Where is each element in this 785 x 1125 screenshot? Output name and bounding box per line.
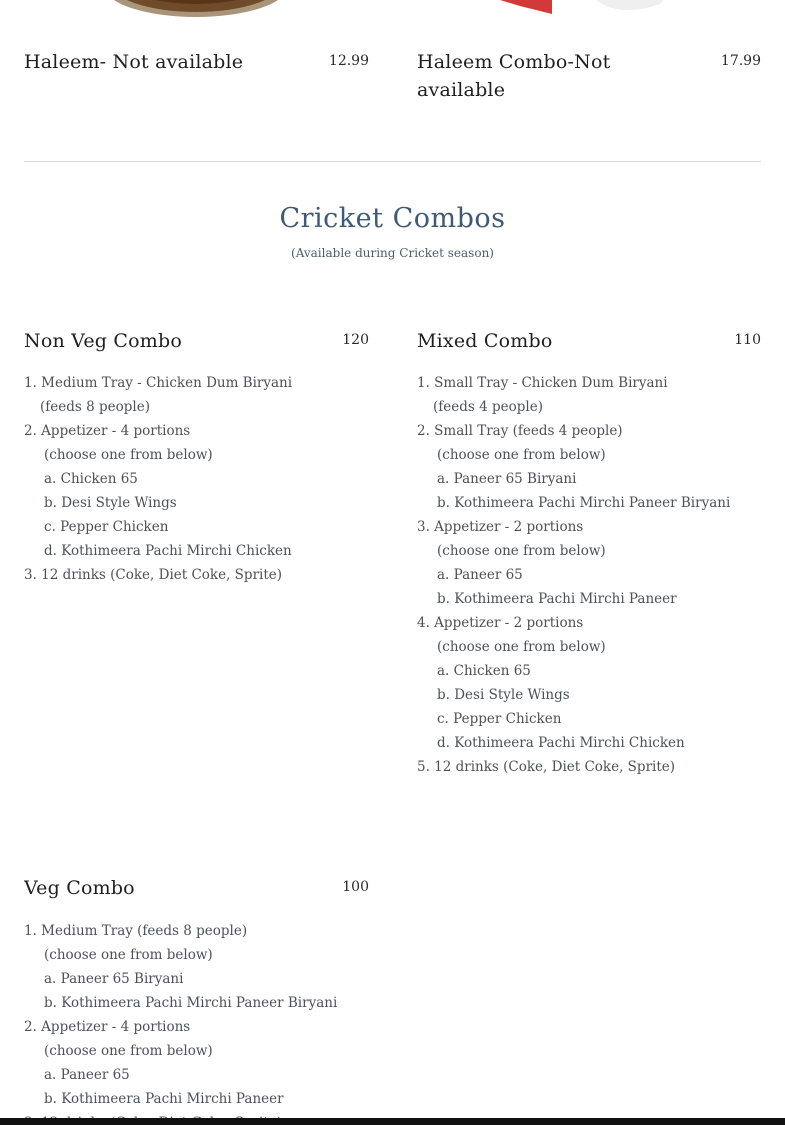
menu-item-price: 120 <box>342 332 369 348</box>
bottom-bar <box>0 1118 785 1125</box>
description-line: a. Chicken 65 <box>44 471 138 487</box>
description-line: 5. 12 drinks (Coke, Diet Coke, Sprite) <box>417 759 676 775</box>
description-line: (choose one from below) <box>44 1043 213 1059</box>
description-line: 3. 12 drinks (Coke, Diet Coke, Sprite) <box>24 567 283 583</box>
menu-item-haleem[interactable] <box>24 48 369 108</box>
description-line: b. Desi Style Wings <box>437 687 570 703</box>
description-line: d. Kothimeera Pachi Mirchi Chicken <box>437 735 685 751</box>
section-title: Cricket Combos <box>279 203 506 234</box>
description-line: a. Paneer 65 Biryani <box>437 471 577 487</box>
description-line: b. Kothimeera Pachi Mirchi Paneer <box>437 591 677 607</box>
description-line: (choose one from below) <box>437 543 606 559</box>
menu-item-price: 100 <box>342 879 369 895</box>
description-line: a. Paneer 65 <box>44 1067 130 1083</box>
description-line: (feeds 4 people) <box>433 399 543 415</box>
description-line: a. Chicken 65 <box>437 663 531 679</box>
description-line: 2. Appetizer - 4 portions <box>24 1019 191 1035</box>
menu-item-veg-combo[interactable] <box>24 874 369 1125</box>
haleem-photo[interactable] <box>104 0 288 17</box>
description-line: (choose one from below) <box>44 947 213 963</box>
description-line: b. Kothimeera Pachi Mirchi Paneer Biryani <box>44 995 338 1011</box>
menu-item-name: Haleem- Not available <box>24 51 244 73</box>
haleem-combo-photo[interactable] <box>500 0 664 14</box>
menu-item-mixed-combo[interactable] <box>417 327 761 787</box>
description-line: 1. Small Tray - Chicken Dum Biryani <box>417 375 668 391</box>
description-line: d. Kothimeera Pachi Mirchi Chicken <box>44 543 292 559</box>
description-line: (choose one from below) <box>437 639 606 655</box>
menu-item-description <box>24 919 337 1125</box>
description-line: a. Paneer 65 Biryani <box>44 971 184 987</box>
section-divider <box>24 161 761 162</box>
menu-item-price: 17.99 <box>720 53 761 69</box>
description-line: b. Kothimeera Pachi Mirchi Paneer <box>44 1091 284 1107</box>
description-line: a. Paneer 65 <box>437 567 523 583</box>
menu-item-name: Veg Combo <box>24 877 135 899</box>
description-line: 2. Appetizer - 4 portions <box>24 423 191 439</box>
description-line: 1. Medium Tray (feeds 8 people) <box>24 923 248 939</box>
description-line: 1. Medium Tray - Chicken Dum Biryani <box>24 375 293 391</box>
menu-item-description <box>24 371 292 587</box>
description-line: (feeds 8 people) <box>40 399 150 415</box>
section-subtitle: (Available during Cricket season) <box>291 246 494 260</box>
menu-item-non-veg-combo[interactable] <box>24 327 369 587</box>
menu-item-description <box>417 371 730 779</box>
menu-item-name: Haleem Combo-Not available <box>417 51 611 101</box>
menu-item-price: 110 <box>734 332 761 348</box>
description-line: b. Kothimeera Pachi Mirchi Paneer Biryani <box>437 495 731 511</box>
description-line: c. Pepper Chicken <box>44 519 169 535</box>
description-line: (choose one from below) <box>437 447 606 463</box>
menu-item-haleem-combo[interactable] <box>417 48 761 108</box>
menu-item-name: Mixed Combo <box>417 330 553 352</box>
menu-item-name: Non Veg Combo <box>24 330 182 352</box>
description-line: b. Desi Style Wings <box>44 495 177 511</box>
menu-item-price: 12.99 <box>328 53 369 69</box>
description-line: (choose one from below) <box>44 447 213 463</box>
description-line: c. Pepper Chicken <box>437 711 562 727</box>
description-line: 4. Appetizer - 2 portions <box>417 615 584 631</box>
description-line: 3. Appetizer - 2 portions <box>417 519 584 535</box>
menu-item-photos-cropped <box>0 0 785 20</box>
description-line: 2. Small Tray (feeds 4 people) <box>417 423 623 439</box>
